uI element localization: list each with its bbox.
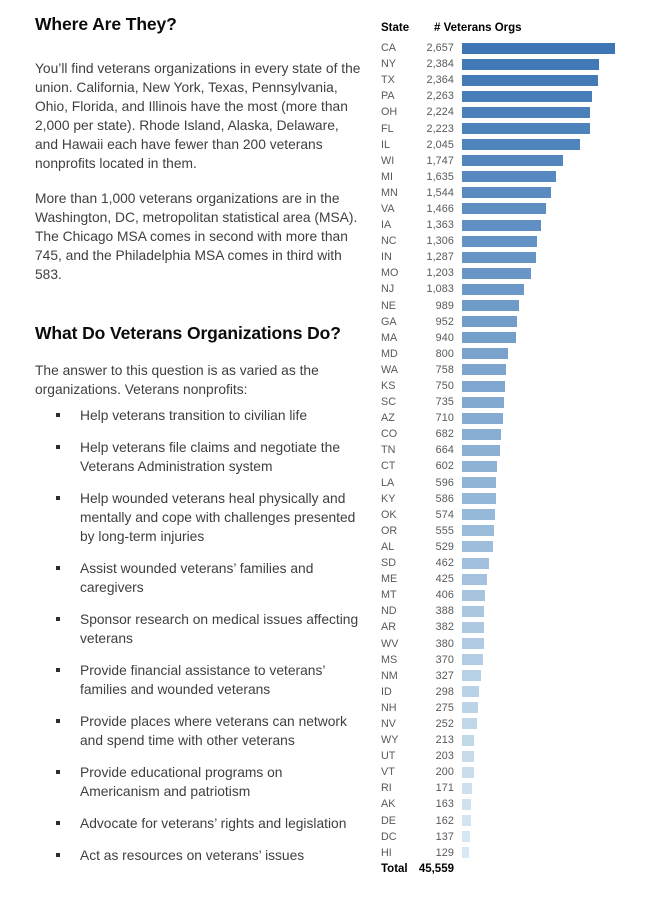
bullet-item — [35, 712, 365, 750]
state-label: UT — [381, 750, 396, 763]
chart-row — [381, 635, 649, 651]
left-text-column — [35, 13, 365, 878]
state-label: ID — [381, 685, 392, 698]
bar — [462, 236, 537, 247]
state-label: MN — [381, 186, 398, 199]
bar — [462, 574, 487, 585]
bar — [462, 541, 493, 552]
chart-row — [381, 716, 649, 732]
value-label: 163 — [435, 798, 454, 811]
bar — [462, 686, 479, 697]
bullet-text: Advocate for veterans’ rights and legislation — [80, 816, 347, 831]
bar — [462, 767, 474, 778]
chart-row — [381, 507, 649, 523]
bullet-item — [35, 846, 365, 865]
bullet-item — [35, 438, 365, 476]
state-label: TX — [381, 74, 395, 87]
state-label: OR — [381, 524, 398, 537]
value-label: 275 — [435, 701, 454, 714]
chart-row — [381, 684, 649, 700]
value-label: 382 — [435, 621, 454, 634]
chart-row — [381, 217, 649, 233]
value-label: 750 — [435, 380, 454, 393]
chart-row — [381, 201, 649, 217]
chart-row — [381, 587, 649, 603]
bar — [462, 381, 505, 392]
value-label: 940 — [435, 331, 454, 344]
value-label: 800 — [435, 347, 454, 360]
bar — [462, 493, 496, 504]
chart-row — [381, 523, 649, 539]
value-label: 1,544 — [426, 186, 454, 199]
state-label: IN — [381, 251, 392, 264]
bar — [462, 429, 501, 440]
chart-row — [381, 700, 649, 716]
value-label: 2,384 — [426, 58, 454, 71]
bullet-text: Provide financial assistance to veterans’ families and wounded veterans — [80, 663, 325, 697]
chart-row — [381, 281, 649, 297]
bar — [462, 59, 599, 70]
msa-paragraph: More than 1,000 veterans organizations are in the Washington, DC, metropolitan statistical area (MSA). The Chicago MSA comes in second with more than 745, and the Philadelphia MSA comes in third with 583. — [35, 191, 358, 282]
value-label: 2,224 — [426, 106, 454, 119]
total-label: Total — [381, 862, 408, 875]
state-label: MS — [381, 653, 398, 666]
bar — [462, 220, 541, 231]
chart-row — [381, 732, 649, 748]
bullet-text: Act as resources on veterans’ issues — [80, 848, 305, 863]
bar — [462, 831, 470, 842]
value-label: 602 — [435, 460, 454, 473]
state-label: HI — [381, 846, 392, 859]
bar — [462, 702, 478, 713]
bar — [462, 606, 484, 617]
chart-row — [381, 829, 649, 845]
bar — [462, 284, 524, 295]
veterans-orgs-bar-chart — [381, 22, 649, 875]
bar — [462, 847, 469, 858]
chart-row — [381, 394, 649, 410]
value-label: 171 — [435, 782, 454, 795]
chart-row — [381, 748, 649, 764]
bullet-item — [35, 559, 365, 597]
chart-row — [381, 330, 649, 346]
bullet-icon — [56, 853, 60, 857]
bullet-text: Provide places where veterans can network and spend time with other veterans — [80, 714, 347, 748]
chart-row — [381, 185, 649, 201]
state-label: NC — [381, 235, 397, 248]
chart-rows — [381, 40, 649, 861]
state-label: NE — [381, 299, 396, 312]
bar — [462, 815, 471, 826]
value-label: 2,657 — [426, 42, 454, 55]
state-label: NY — [381, 58, 396, 71]
bar — [462, 622, 484, 633]
value-label: 1,083 — [426, 283, 454, 296]
chart-row — [381, 491, 649, 507]
bar — [462, 718, 477, 729]
answer-paragraph: The answer to this question is as varied as the organizations. Veterans nonprofits: — [35, 363, 319, 397]
value-label: 1,635 — [426, 170, 454, 183]
state-label: MO — [381, 267, 399, 280]
value-label: 2,223 — [426, 122, 454, 135]
chart-row — [381, 458, 649, 474]
bar — [462, 187, 551, 198]
chart-row — [381, 410, 649, 426]
value-label: 2,263 — [426, 90, 454, 103]
bullet-icon — [56, 413, 60, 417]
state-label: PA — [381, 90, 395, 103]
bar — [462, 751, 474, 762]
state-label: AL — [381, 540, 395, 553]
bar — [462, 364, 506, 375]
state-label: OK — [381, 508, 397, 521]
bar — [462, 252, 536, 263]
value-label: 213 — [435, 734, 454, 747]
chart-row — [381, 619, 649, 635]
chart-row — [381, 314, 649, 330]
value-label: 200 — [435, 766, 454, 779]
total-value: 45,559 — [418, 862, 454, 875]
bar — [462, 799, 471, 810]
chart-row — [381, 780, 649, 796]
bullet-icon — [56, 668, 60, 672]
value-label: 1,203 — [426, 267, 454, 280]
state-label: AK — [381, 798, 396, 811]
value-label: 298 — [435, 685, 454, 698]
value-label: 1,363 — [426, 219, 454, 232]
bar — [462, 638, 484, 649]
value-label: 758 — [435, 363, 454, 376]
value-label: 664 — [435, 444, 454, 457]
state-label: MI — [381, 170, 393, 183]
state-label: IA — [381, 219, 392, 232]
bullet-icon — [56, 770, 60, 774]
bullet-text: Sponsor research on medical issues affecting veterans — [80, 612, 359, 646]
chart-row — [381, 426, 649, 442]
bar — [462, 203, 546, 214]
chart-row — [381, 56, 649, 72]
state-label: WV — [381, 637, 399, 650]
value-label: 682 — [435, 428, 454, 441]
value-label: 327 — [435, 669, 454, 682]
value-label: 596 — [435, 476, 454, 489]
value-label: 203 — [435, 750, 454, 763]
bullet-item — [35, 814, 365, 833]
total-row — [381, 863, 649, 875]
value-label: 1,747 — [426, 154, 454, 167]
value-label: 529 — [435, 540, 454, 553]
chart-row — [381, 668, 649, 684]
bar — [462, 397, 504, 408]
bar — [462, 332, 516, 343]
chart-row — [381, 40, 649, 56]
bullet-item — [35, 610, 365, 648]
section-heading-where-are-they: Where Are They? — [35, 14, 177, 34]
bar — [462, 477, 496, 488]
value-label: 2,364 — [426, 74, 454, 87]
value-label: 555 — [435, 524, 454, 537]
state-label: GA — [381, 315, 397, 328]
chart-row — [381, 362, 649, 378]
chart-row — [381, 104, 649, 120]
bar — [462, 735, 474, 746]
state-label: OH — [381, 106, 398, 119]
value-label: 710 — [435, 412, 454, 425]
state-column-header: State — [381, 22, 410, 34]
bar — [462, 155, 563, 166]
intro-paragraph: You’ll find veterans organizations in every state of the union. California, New York, Texas, Pennsylvania, Ohio, Florida, and Illinois have the most (more than 2,000 per state). Rhode Island, Alaska, Delaware, and Hawaii each have fewer than 200 veterans nonprofits located in them. — [35, 61, 361, 171]
bar — [462, 558, 489, 569]
chart-row — [381, 764, 649, 780]
bar — [462, 139, 580, 150]
state-label: KY — [381, 492, 396, 505]
state-label: MT — [381, 589, 397, 602]
chart-row — [381, 571, 649, 587]
value-label: 1,287 — [426, 251, 454, 264]
value-label: 162 — [435, 814, 454, 827]
state-label: MA — [381, 331, 398, 344]
bullet-icon — [56, 445, 60, 449]
value-label: 952 — [435, 315, 454, 328]
bar — [462, 590, 485, 601]
bar — [462, 91, 592, 102]
chart-row — [381, 555, 649, 571]
state-label: CA — [381, 42, 396, 55]
state-label: VT — [381, 766, 395, 779]
bar — [462, 75, 598, 86]
bar — [462, 107, 590, 118]
state-label: SC — [381, 396, 396, 409]
state-label: WI — [381, 154, 395, 167]
state-label: VA — [381, 202, 395, 215]
value-label: 425 — [435, 573, 454, 586]
chart-row — [381, 233, 649, 249]
bullet-icon — [56, 566, 60, 570]
chart-row — [381, 137, 649, 153]
state-label: AR — [381, 621, 396, 634]
chart-row — [381, 845, 649, 861]
state-label: NM — [381, 669, 398, 682]
state-label: NV — [381, 717, 396, 730]
state-label: MD — [381, 347, 398, 360]
bullet-item — [35, 406, 365, 425]
chart-row — [381, 813, 649, 829]
chart-row — [381, 88, 649, 104]
bullet-icon — [56, 719, 60, 723]
value-label: 252 — [435, 717, 454, 730]
bullet-text: Help veterans transition to civilian life — [80, 408, 307, 423]
value-label: 370 — [435, 653, 454, 666]
bullet-text: Help wounded veterans heal physically and mentally and cope with challenges presented by long-term injuries — [80, 491, 356, 544]
chart-row — [381, 265, 649, 281]
bullet-item — [35, 661, 365, 699]
value-label: 2,045 — [426, 138, 454, 151]
value-label: 735 — [435, 396, 454, 409]
bar — [462, 171, 556, 182]
state-label: NJ — [381, 283, 395, 296]
state-label: CO — [381, 428, 398, 441]
bullet-text: Assist wounded veterans’ families and caregivers — [80, 561, 314, 595]
value-label: 989 — [435, 299, 454, 312]
value-label: 462 — [435, 557, 454, 570]
state-label: CT — [381, 460, 396, 473]
bullet-list — [35, 406, 365, 865]
bullet-text: Help veterans file claims and negotiate the Veterans Administration system — [80, 440, 340, 474]
bar — [462, 316, 517, 327]
bullet-text: Provide educational programs on Americanism and patriotism — [80, 765, 283, 799]
bar — [462, 509, 495, 520]
chart-row — [381, 796, 649, 812]
state-label: FL — [381, 122, 394, 135]
state-label: WY — [381, 734, 399, 747]
chart-row — [381, 120, 649, 136]
state-label: NH — [381, 701, 397, 714]
value-label: 1,306 — [426, 235, 454, 248]
chart-row — [381, 249, 649, 265]
chart-row — [381, 298, 649, 314]
chart-row — [381, 153, 649, 169]
chart-header-row — [381, 22, 649, 40]
value-column-header: # Veterans Orgs — [434, 22, 522, 34]
state-label: DE — [381, 814, 396, 827]
chart-row — [381, 475, 649, 491]
chart-row — [381, 378, 649, 394]
bar — [462, 670, 481, 681]
bullet-icon — [56, 617, 60, 621]
state-label: AZ — [381, 412, 395, 425]
bar — [462, 300, 519, 311]
chart-row — [381, 169, 649, 185]
bullet-item — [35, 489, 365, 546]
bullet-item — [35, 763, 365, 801]
value-label: 586 — [435, 492, 454, 505]
state-label: ND — [381, 605, 397, 618]
value-label: 137 — [435, 830, 454, 843]
value-label: 388 — [435, 605, 454, 618]
chart-row — [381, 603, 649, 619]
value-label: 380 — [435, 637, 454, 650]
section-heading-what-do-they-do: What Do Veterans Organizations Do? — [35, 323, 341, 343]
bar — [462, 525, 494, 536]
state-label: SD — [381, 557, 396, 570]
state-label: IL — [381, 138, 391, 151]
value-label: 406 — [435, 589, 454, 602]
state-label: KS — [381, 380, 396, 393]
chart-row — [381, 539, 649, 555]
bar — [462, 123, 590, 134]
bar — [462, 461, 497, 472]
value-label: 129 — [435, 846, 454, 859]
bar — [462, 413, 503, 424]
state-label: TN — [381, 444, 396, 457]
chart-row — [381, 72, 649, 88]
bar — [462, 445, 500, 456]
state-label: RI — [381, 782, 392, 795]
value-label: 1,466 — [426, 202, 454, 215]
value-label: 574 — [435, 508, 454, 521]
bullet-icon — [56, 496, 60, 500]
bar — [462, 268, 531, 279]
state-label: DC — [381, 830, 397, 843]
state-label: LA — [381, 476, 395, 489]
chart-row — [381, 346, 649, 362]
state-label: ME — [381, 573, 398, 586]
chart-row — [381, 442, 649, 458]
bar — [462, 43, 615, 54]
bar — [462, 654, 483, 665]
bar — [462, 348, 508, 359]
bar — [462, 783, 472, 794]
bullet-icon — [56, 821, 60, 825]
chart-row — [381, 652, 649, 668]
state-label: WA — [381, 363, 398, 376]
